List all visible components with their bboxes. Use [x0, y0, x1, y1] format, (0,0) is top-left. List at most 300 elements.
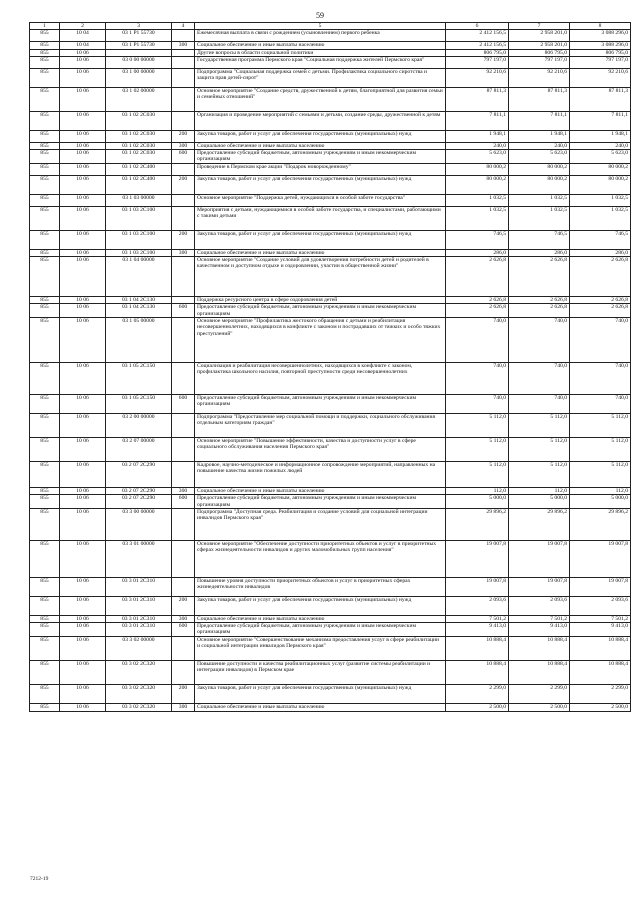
- cell-target: 03 1 P1 55730: [106, 30, 172, 42]
- cell-amount-y1: 29 896,2: [446, 508, 509, 540]
- cell-amount-y1: 2 299,0: [446, 684, 509, 703]
- cell-name: Социальное обеспечение и иные выплаты населению: [195, 703, 446, 711]
- cell-amount-y2: 7 501,2: [509, 615, 570, 622]
- cell-section: 10 06: [60, 87, 106, 111]
- cell-ministry: 855: [30, 194, 60, 206]
- cell-amount-y3: 29 896,2: [570, 508, 631, 540]
- cell-amount-y3: 9 413,0: [570, 623, 631, 637]
- cell-amount-y2: 740,0: [509, 394, 570, 413]
- cell-expense-type: [172, 297, 195, 304]
- cell-section: 10 04: [60, 30, 106, 42]
- cell-name: Подпрограмма "Предоставление мер социальной помощи и поддержки, социального обслуживания отдельным категориям граждан": [195, 413, 446, 437]
- table-row: [30, 68, 631, 87]
- cell-amount-y1: 2 500,0: [446, 703, 509, 711]
- cell-section: 10 06: [60, 577, 106, 596]
- cell-name: Закупка товаров, работ и услуг для обеспечения государственных (муниципальных) нужд: [195, 130, 446, 142]
- cell-amount-y3: 2 093,6: [570, 596, 631, 615]
- cell-name: Закупка товаров, работ и услуг для обеспечения государственных (муниципальных) нужд: [195, 175, 446, 194]
- cell-amount-y3: 2 626,8: [570, 304, 631, 318]
- cell-expense-type: [172, 257, 195, 297]
- table-row: [30, 49, 631, 56]
- header-cell: 6: [446, 23, 509, 30]
- cell-name: Повышение доступности и качества реабилитационных услуг (развитие системы реабилитации и интеграции инвалидов) в Пермском крае: [195, 660, 446, 684]
- cell-amount-y3: 5 112,0: [570, 413, 631, 437]
- cell-target: 03 1 02 2С030: [106, 150, 172, 164]
- table-row: [30, 540, 631, 577]
- cell-expense-type: [172, 362, 195, 394]
- cell-target: 03 1 P1 55730: [106, 42, 172, 49]
- header-cell: 3: [106, 23, 172, 30]
- cell-target: 03 1 03 2С100: [106, 206, 172, 230]
- cell-amount-y1: 19 007,8: [446, 577, 509, 596]
- cell-amount-y1: 2 093,6: [446, 596, 509, 615]
- cell-amount-y1: 1 032,5: [446, 206, 509, 230]
- cell-amount-y1: 797 197,0: [446, 56, 509, 68]
- cell-amount-y1: 5 623,0: [446, 150, 509, 164]
- cell-amount-y2: 80 000,2: [509, 175, 570, 194]
- cell-expense-type: [172, 540, 195, 577]
- cell-amount-y1: 806 795,0: [446, 49, 509, 56]
- cell-amount-y1: 7 501,2: [446, 615, 509, 622]
- cell-ministry: 855: [30, 87, 60, 111]
- cell-expense-type: [172, 461, 195, 487]
- cell-amount-y2: 286,0: [509, 249, 570, 256]
- table-row: [30, 257, 631, 297]
- cell-ministry: 855: [30, 56, 60, 68]
- cell-ministry: 855: [30, 150, 60, 164]
- cell-amount-y2: 2 299,0: [509, 684, 570, 703]
- cell-amount-y2: 2 626,8: [509, 257, 570, 297]
- cell-ministry: 855: [30, 623, 60, 637]
- cell-name: Социальное обеспечение и иные выплаты населению: [195, 142, 446, 149]
- cell-amount-y3: 240,0: [570, 142, 631, 149]
- table-row: [30, 636, 631, 660]
- cell-ministry: 855: [30, 206, 60, 230]
- cell-expense-type: 300: [172, 615, 195, 622]
- cell-amount-y3: 797 197,0: [570, 56, 631, 68]
- cell-amount-y2: 2 958 201,0: [509, 42, 570, 49]
- cell-expense-type: [172, 68, 195, 87]
- cell-amount-y2: 797 197,0: [509, 56, 570, 68]
- cell-amount-y1: 746,5: [446, 230, 509, 249]
- cell-section: 10 06: [60, 636, 106, 660]
- cell-section: 10 06: [60, 111, 106, 130]
- cell-amount-y3: 80 000,2: [570, 163, 631, 175]
- cell-amount-y2: 740,0: [509, 362, 570, 394]
- budget-table: [29, 22, 631, 712]
- cell-name: Закупка товаров, работ и услуг для обеспечения государственных (муниципальных) нужд: [195, 684, 446, 703]
- cell-section: 10 06: [60, 495, 106, 509]
- cell-name: Предоставление субсидий бюджетным, автономным учреждениям и иным некоммерческим организациям: [195, 304, 446, 318]
- cell-section: 10 06: [60, 150, 106, 164]
- cell-expense-type: 300: [172, 142, 195, 149]
- cell-amount-y1: 286,0: [446, 249, 509, 256]
- cell-target: 03 3 01 2С310: [106, 577, 172, 596]
- cell-amount-y3: 746,5: [570, 230, 631, 249]
- header-cell: 8: [570, 23, 631, 30]
- cell-amount-y2: 1 032,5: [509, 206, 570, 230]
- table-row: [30, 437, 631, 461]
- cell-expense-type: 300: [172, 249, 195, 256]
- cell-expense-type: [172, 577, 195, 596]
- cell-ministry: 855: [30, 703, 60, 711]
- cell-amount-y3: 7 811,1: [570, 111, 631, 130]
- cell-amount-y2: 740,0: [509, 317, 570, 362]
- cell-section: 10 06: [60, 194, 106, 206]
- cell-expense-type: 600: [172, 150, 195, 164]
- cell-ministry: 855: [30, 42, 60, 49]
- cell-expense-type: [172, 206, 195, 230]
- cell-section: 10 06: [60, 623, 106, 637]
- table-row: [30, 615, 631, 622]
- table-row: [30, 150, 631, 164]
- cell-target: 03 1 05 00000: [106, 317, 172, 362]
- cell-name: Предоставление субсидий бюджетным, автономным учреждениям и иным некоммерческим организациям: [195, 150, 446, 164]
- cell-amount-y3: 2 626,8: [570, 297, 631, 304]
- table-row: [30, 508, 631, 540]
- cell-expense-type: 600: [172, 304, 195, 318]
- cell-expense-type: [172, 56, 195, 68]
- cell-amount-y2: 10 888,4: [509, 660, 570, 684]
- cell-ministry: 855: [30, 413, 60, 437]
- cell-section: 10 06: [60, 206, 106, 230]
- cell-name: Проведение в Пермском крае акции "Подарок новорожденному": [195, 163, 446, 175]
- cell-amount-y3: 2 626,8: [570, 257, 631, 297]
- cell-section: 10 06: [60, 394, 106, 413]
- cell-amount-y1: 5 112,0: [446, 461, 509, 487]
- cell-section: 10 06: [60, 230, 106, 249]
- cell-amount-y1: 10 888,4: [446, 636, 509, 660]
- table-row: [30, 42, 631, 49]
- cell-name: Предоставление субсидий бюджетным, автономным учреждениям и иным некоммерческим организациям: [195, 623, 446, 637]
- cell-target: 03 1 02 2С030: [106, 130, 172, 142]
- cell-target: 03 3 01 2С310: [106, 596, 172, 615]
- cell-target: 03 3 01 00000: [106, 540, 172, 577]
- cell-name: Основное мероприятие "Обеспечение доступности приоритетных объектов и услуг в приоритетных сферах жизнедеятельности инвалидов и других маломобильных групп населения": [195, 540, 446, 577]
- cell-ministry: 855: [30, 257, 60, 297]
- cell-amount-y2: 92 210,6: [509, 68, 570, 87]
- cell-target: 03 3 02 2С320: [106, 660, 172, 684]
- cell-amount-y1: 10 888,4: [446, 660, 509, 684]
- cell-name: Подпрограмма "Социальная поддержка семей с детьми. Профилактика социального сиротства и защита прав детей-сирот": [195, 68, 446, 87]
- cell-amount-y2: 9 413,0: [509, 623, 570, 637]
- cell-ministry: 855: [30, 130, 60, 142]
- cell-ministry: 855: [30, 230, 60, 249]
- table-row: [30, 206, 631, 230]
- cell-ministry: 855: [30, 461, 60, 487]
- cell-expense-type: [172, 437, 195, 461]
- cell-amount-y2: 2 093,6: [509, 596, 570, 615]
- cell-section: 10 06: [60, 130, 106, 142]
- cell-amount-y1: 87 811,3: [446, 87, 509, 111]
- cell-expense-type: [172, 87, 195, 111]
- cell-section: 10 06: [60, 249, 106, 256]
- cell-amount-y1: 80 000,2: [446, 163, 509, 175]
- cell-ministry: 855: [30, 577, 60, 596]
- cell-amount-y3: 286,0: [570, 249, 631, 256]
- table-row: [30, 317, 631, 362]
- cell-amount-y3: 2 299,0: [570, 684, 631, 703]
- table-row: [30, 413, 631, 437]
- cell-name: Государственная программа Пермского края "Социальная поддержка жителей Пермского края": [195, 56, 446, 68]
- cell-name: Повышение уровня доступности приоритетных объектов и услуг в приоритетных сферах жизнедеятельности инвалидов: [195, 577, 446, 596]
- table-body: [30, 30, 631, 711]
- cell-ministry: 855: [30, 249, 60, 256]
- cell-amount-y1: 2 626,8: [446, 304, 509, 318]
- table-row: [30, 87, 631, 111]
- cell-name: Ежемесячная выплата в связи с рождением (усыновлением) первого ребенка: [195, 30, 446, 42]
- cell-ministry: 855: [30, 49, 60, 56]
- cell-name: Основное мероприятие "Повышение эффективности, качества и доступности услуг в сфере социального обслуживания населения Пермского края": [195, 437, 446, 461]
- cell-target: 03 3 02 00000: [106, 636, 172, 660]
- table-row: [30, 660, 631, 684]
- cell-target: 03 1 04 2С130: [106, 304, 172, 318]
- cell-amount-y3: 740,0: [570, 317, 631, 362]
- cell-amount-y3: 112,0: [570, 487, 631, 494]
- cell-target: 03 2 07 00000: [106, 437, 172, 461]
- cell-ministry: 855: [30, 684, 60, 703]
- cell-name: Организация и проведение мероприятий с семьями и детьми, создание среды, дружественной к детям: [195, 111, 446, 130]
- table-row: [30, 495, 631, 509]
- cell-name: Социализация и реабилитация несовершеннолетних, находящихся в конфликте с законом, профилактика школьного насилия, повторной преступности среди несовершеннолетних: [195, 362, 446, 394]
- cell-amount-y3: 19 007,8: [570, 577, 631, 596]
- header-cell: 1: [30, 23, 60, 30]
- cell-expense-type: 200: [172, 596, 195, 615]
- cell-expense-type: [172, 508, 195, 540]
- cell-ministry: 855: [30, 394, 60, 413]
- cell-ministry: 855: [30, 495, 60, 509]
- cell-amount-y1: 240,0: [446, 142, 509, 149]
- cell-amount-y3: 10 888,4: [570, 636, 631, 660]
- cell-expense-type: 600: [172, 623, 195, 637]
- cell-amount-y1: 5 000,0: [446, 495, 509, 509]
- cell-amount-y1: 2 412 156,5: [446, 30, 509, 42]
- cell-amount-y1: 92 210,6: [446, 68, 509, 87]
- table-row: [30, 577, 631, 596]
- cell-section: 10 06: [60, 413, 106, 437]
- table-row: [30, 304, 631, 318]
- cell-ministry: 855: [30, 142, 60, 149]
- cell-section: 10 06: [60, 596, 106, 615]
- cell-amount-y3: 92 210,6: [570, 68, 631, 87]
- cell-amount-y2: 5 112,0: [509, 461, 570, 487]
- cell-section: 10 06: [60, 487, 106, 494]
- cell-target: 03 1 02 00000: [106, 87, 172, 111]
- cell-ministry: 855: [30, 508, 60, 540]
- cell-target: 03 3 01 2С310: [106, 615, 172, 622]
- cell-section: 10 06: [60, 437, 106, 461]
- footer-code: 7212-19: [30, 876, 49, 882]
- cell-target: 03 1 03 2С100: [106, 249, 172, 256]
- cell-name: Основное мероприятие "Совершенствование механизма предоставления услуг в сфере реабилитации и социальной интеграции инвалидов Пермского края": [195, 636, 446, 660]
- cell-ministry: 855: [30, 304, 60, 318]
- table-row: [30, 142, 631, 149]
- cell-amount-y3: 7 501,2: [570, 615, 631, 622]
- cell-name: Основное мероприятие "Создание средств, дружественной к детям, благоприятной для развития семьи и семейных отношений": [195, 87, 446, 111]
- cell-ministry: 855: [30, 487, 60, 494]
- cell-ministry: 855: [30, 660, 60, 684]
- cell-target: 03 1 05 2С150: [106, 362, 172, 394]
- header-cell: 7: [509, 23, 570, 30]
- cell-expense-type: [172, 49, 195, 56]
- cell-name: Социальное обеспечение и иные выплаты населению: [195, 249, 446, 256]
- cell-name: Кадровое, научно-методическое и информационное сопровождение мероприятий, направленных на повышение качества жизни пожилых людей: [195, 461, 446, 487]
- cell-target: 03 1 04 00000: [106, 257, 172, 297]
- cell-amount-y3: 3 088 296,0: [570, 42, 631, 49]
- cell-name: Социальное обеспечение и иные выплаты населению: [195, 487, 446, 494]
- cell-expense-type: 200: [172, 130, 195, 142]
- cell-section: 10 06: [60, 660, 106, 684]
- table-row: [30, 30, 631, 42]
- cell-amount-y3: 1 032,5: [570, 194, 631, 206]
- cell-expense-type: 600: [172, 495, 195, 509]
- cell-amount-y2: 5 112,0: [509, 413, 570, 437]
- cell-amount-y1: 5 112,0: [446, 413, 509, 437]
- cell-amount-y2: 2 958 201,0: [509, 30, 570, 42]
- table-row: [30, 623, 631, 637]
- cell-amount-y3: 5 112,0: [570, 461, 631, 487]
- cell-section: 10 06: [60, 615, 106, 622]
- table-row: [30, 703, 631, 711]
- header-cell: 5: [195, 23, 446, 30]
- cell-amount-y2: 87 811,3: [509, 87, 570, 111]
- cell-amount-y3: 3 088 296,0: [570, 30, 631, 42]
- cell-amount-y1: 1 948,1: [446, 130, 509, 142]
- cell-amount-y2: 5 623,0: [509, 150, 570, 164]
- cell-amount-y3: 5 112,0: [570, 437, 631, 461]
- cell-amount-y2: 1 948,1: [509, 130, 570, 142]
- cell-amount-y1: 2 626,8: [446, 297, 509, 304]
- cell-ministry: 855: [30, 317, 60, 362]
- cell-section: 10 06: [60, 304, 106, 318]
- cell-ministry: 855: [30, 362, 60, 394]
- cell-amount-y3: 1 032,5: [570, 206, 631, 230]
- cell-expense-type: [172, 636, 195, 660]
- cell-section: 10 06: [60, 175, 106, 194]
- cell-section: 10 06: [60, 703, 106, 711]
- cell-amount-y2: 746,5: [509, 230, 570, 249]
- cell-target: 03 2 00 00000: [106, 413, 172, 437]
- cell-amount-y1: 80 000,2: [446, 175, 509, 194]
- cell-section: 10 06: [60, 297, 106, 304]
- cell-target: 03 2 07 2С290: [106, 487, 172, 494]
- table-row: [30, 175, 631, 194]
- cell-expense-type: 200: [172, 684, 195, 703]
- cell-expense-type: 600: [172, 394, 195, 413]
- cell-ministry: 855: [30, 636, 60, 660]
- cell-ministry: 855: [30, 111, 60, 130]
- cell-target: 03 1 04 2С130: [106, 297, 172, 304]
- cell-section: 10 06: [60, 508, 106, 540]
- cell-ministry: 855: [30, 30, 60, 42]
- cell-amount-y2: 7 811,1: [509, 111, 570, 130]
- cell-target: 03 1 02 2С030: [106, 142, 172, 149]
- cell-amount-y3: 19 007,8: [570, 540, 631, 577]
- cell-amount-y1: 740,0: [446, 317, 509, 362]
- cell-amount-y2: 806 795,0: [509, 49, 570, 56]
- cell-name: Основное мероприятие "Профилактика жестокого обращения с детьми и реабилитация несовершеннолетних, находящихся в конфликте с законом и пострадавших от тяжких и особо тяжких преступлений": [195, 317, 446, 362]
- cell-expense-type: 300: [172, 487, 195, 494]
- cell-amount-y3: 80 000,2: [570, 175, 631, 194]
- cell-amount-y3: 806 795,0: [570, 49, 631, 56]
- cell-ministry: 855: [30, 163, 60, 175]
- table-row: [30, 194, 631, 206]
- cell-amount-y2: 240,0: [509, 142, 570, 149]
- cell-name: Предоставление субсидий бюджетным, автономным учреждениям и иным некоммерческим организациям: [195, 394, 446, 413]
- cell-ministry: 855: [30, 175, 60, 194]
- cell-amount-y1: 2 412 156,5: [446, 42, 509, 49]
- header-cell: 4: [172, 23, 195, 30]
- table-row: [30, 461, 631, 487]
- cell-target: 03 1 00 00000: [106, 68, 172, 87]
- cell-name: Закупка товаров, работ и услуг для обеспечения государственных (муниципальных) нужд: [195, 596, 446, 615]
- cell-expense-type: [172, 163, 195, 175]
- cell-amount-y2: 5 112,0: [509, 437, 570, 461]
- table-row: [30, 684, 631, 703]
- table-row: [30, 487, 631, 494]
- cell-amount-y1: 2 626,8: [446, 257, 509, 297]
- cell-amount-y3: 5 623,0: [570, 150, 631, 164]
- cell-expense-type: [172, 194, 195, 206]
- cell-target: 03 3 01 2С310: [106, 623, 172, 637]
- cell-section: 10 06: [60, 68, 106, 87]
- cell-section: 10 06: [60, 317, 106, 362]
- cell-section: 10 06: [60, 461, 106, 487]
- cell-target: 03 1 02 2С400: [106, 175, 172, 194]
- cell-target: 03 1 05 2С150: [106, 394, 172, 413]
- cell-section: 10 06: [60, 142, 106, 149]
- cell-ministry: 855: [30, 68, 60, 87]
- cell-amount-y2: 80 000,2: [509, 163, 570, 175]
- cell-target: 03 3 02 2С320: [106, 703, 172, 711]
- header-cell: 2: [60, 23, 106, 30]
- table-row: [30, 362, 631, 394]
- cell-expense-type: [172, 317, 195, 362]
- table-header-row: [30, 23, 631, 30]
- cell-amount-y2: 1 032,5: [509, 194, 570, 206]
- table-row: [30, 297, 631, 304]
- cell-target: 03 0 00 00000: [106, 56, 172, 68]
- cell-section: 10 06: [60, 257, 106, 297]
- cell-expense-type: [172, 660, 195, 684]
- cell-name: Подпрограмма "Доступная среда. Реабилитация и создание условий для социальной интеграции инвалидов Пермского края": [195, 508, 446, 540]
- cell-name: Поддержка ресурсного центра в сфере оздоровления детей: [195, 297, 446, 304]
- cell-amount-y1: 1 032,5: [446, 194, 509, 206]
- cell-ministry: 855: [30, 596, 60, 615]
- cell-section: 10 06: [60, 49, 106, 56]
- cell-target: 03 1 02 2С030: [106, 111, 172, 130]
- cell-expense-type: [172, 413, 195, 437]
- cell-target: 03 1 02 2С400: [106, 163, 172, 175]
- cell-expense-type: [172, 30, 195, 42]
- cell-name: Другие вопросы в области социальной политики: [195, 49, 446, 56]
- cell-amount-y1: 19 007,8: [446, 540, 509, 577]
- page-number: 59: [316, 11, 324, 20]
- cell-target: 03 2 07 2С290: [106, 495, 172, 509]
- cell-section: 10 06: [60, 56, 106, 68]
- cell-amount-y3: 740,0: [570, 394, 631, 413]
- cell-section: 10 06: [60, 362, 106, 394]
- table-row: [30, 230, 631, 249]
- table-row: [30, 394, 631, 413]
- cell-expense-type: [172, 111, 195, 130]
- table-row: [30, 111, 631, 130]
- cell-section: 10 04: [60, 42, 106, 49]
- cell-name: Предоставление субсидий бюджетным, автономным учреждениям и иным некоммерческим организациям: [195, 495, 446, 509]
- cell-amount-y3: 87 811,3: [570, 87, 631, 111]
- cell-amount-y3: 1 948,1: [570, 130, 631, 142]
- cell-amount-y2: 19 007,8: [509, 540, 570, 577]
